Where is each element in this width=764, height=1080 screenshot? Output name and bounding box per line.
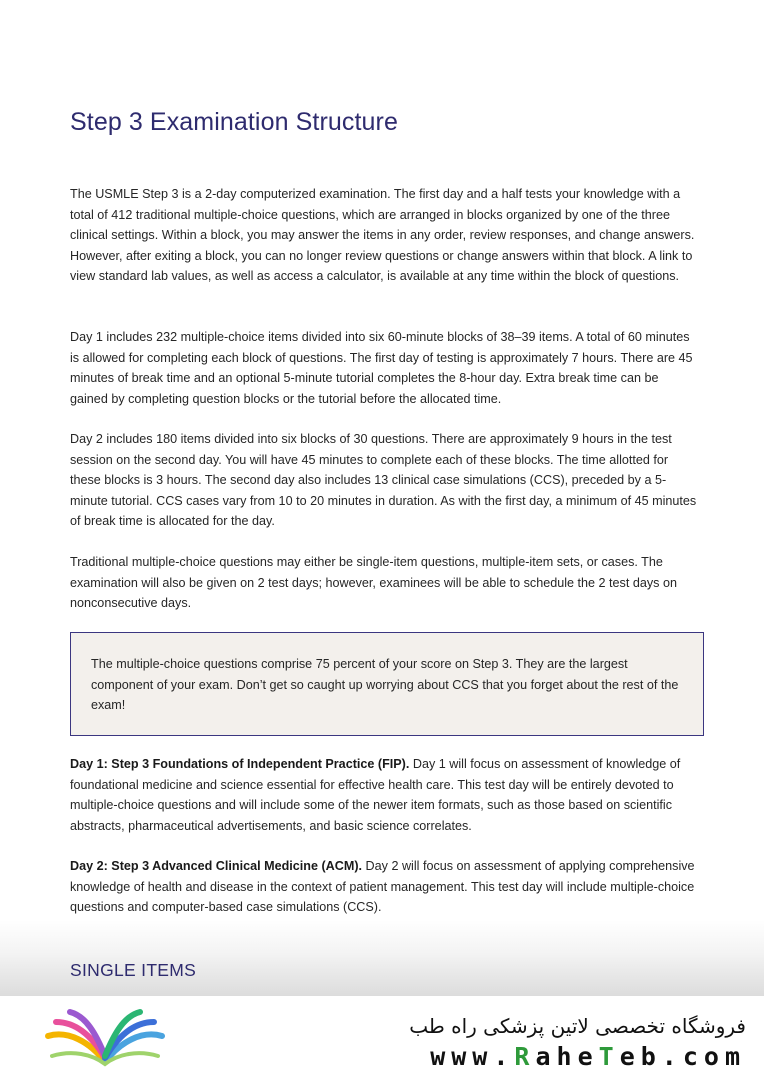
section-heading-single-items: SINGLE ITEMS (70, 960, 197, 980)
url-accent-t: T (598, 1042, 620, 1071)
page-title: Step 3 Examination Structure (70, 108, 398, 136)
page-bottom-shadow (0, 920, 764, 996)
paragraph-intro: The USMLE Step 3 is a 2-day computerized examination. The first day and a half tests your knowledge with a total of 412 traditional multiple-choice questions, which are arranged in blocks organized by one of the three clinical settings. Within a block, you may answer the items in any order, review responses, and change answers. However, after exiting a block, you can no longer review questions or change answers within that block. A link to view standard lab values, as well as access a calculator, is available at any time within the block of questions. (70, 187, 695, 283)
day2-text: Day 2 will focus on assessment of applying comprehensive knowledge of health and disease in the context of patient management. This test day will include multiple-choice questions and computer-based case simulations (CCS). (70, 859, 695, 914)
url-part-eb: eb.com (619, 1042, 746, 1071)
url-part-ahe: ahe (535, 1042, 599, 1071)
tip-callout-box (70, 632, 704, 736)
paragraph-day2-acm (70, 856, 698, 918)
store-name-persian: فروشگاه تخصصی لاتین پزشکی راه طب (409, 1014, 746, 1038)
paragraph-day2-details: Day 2 includes 180 items divided into six blocks of 30 questions. There are approximately 9 hours in the test session on the second day. You will have 45 minutes to complete each of these blocks. The time allotted for these blocks is 3 hours. The second day also includes 13 clinical case simulations (CCS), preceded by a 5-minute tutorial. CCS cases vary from 10 to 20 minutes in duration. As with the first day, a minimum of 45 minutes of break time is allocated for the day. (70, 432, 697, 528)
watermark-footer (0, 996, 764, 1080)
day2-heading: Day 2: Step 3 Advanced Clinical Medicine (ACM). (70, 859, 363, 873)
website-url (430, 1042, 746, 1071)
day1-heading: Day 1: Step 3 Foundations of Independent Practice (FIP). (70, 757, 410, 771)
paragraph-question-types: Traditional multiple-choice questions may either be single-item questions, multiple-item sets, or cases. The examination will also be given on 2 test days; however, examinees will be able to schedule the 2 test days on nonconsecutive days. (70, 555, 677, 610)
open-book-rainbow-icon (42, 1006, 168, 1070)
callout-text: The multiple-choice questions comprise 75 percent of your score on Step 3. They are the largest component of your exam. Don’t get so caught up worrying about CCS that you forget about the rest of the exam! (91, 657, 679, 712)
paragraph-day1-details: Day 1 includes 232 multiple-choice items divided into six 60-minute blocks of 38–39 items. A total of 60 minutes is allowed for completing each block of questions. The first day of testing is approximately 7 hours. There are 45 minutes of break time and an optional 5-minute tutorial completes the 8-hour day. Extra break time can be gained by completing question blocks or the tutorial before the allocated time. (70, 330, 693, 406)
day1-text: Day 1 will focus on assessment of knowledge of foundational medicine and science essential for effective health care. This test day will be entirely devoted to multiple-choice questions and will include some of the newer item formats, such as those based on scientific abstracts, pharmaceutical advertisements, and basic science correlates. (70, 757, 681, 833)
paragraph-day1-fip (70, 754, 698, 836)
url-accent-r: R (514, 1042, 536, 1071)
url-prefix: www. (430, 1042, 515, 1071)
